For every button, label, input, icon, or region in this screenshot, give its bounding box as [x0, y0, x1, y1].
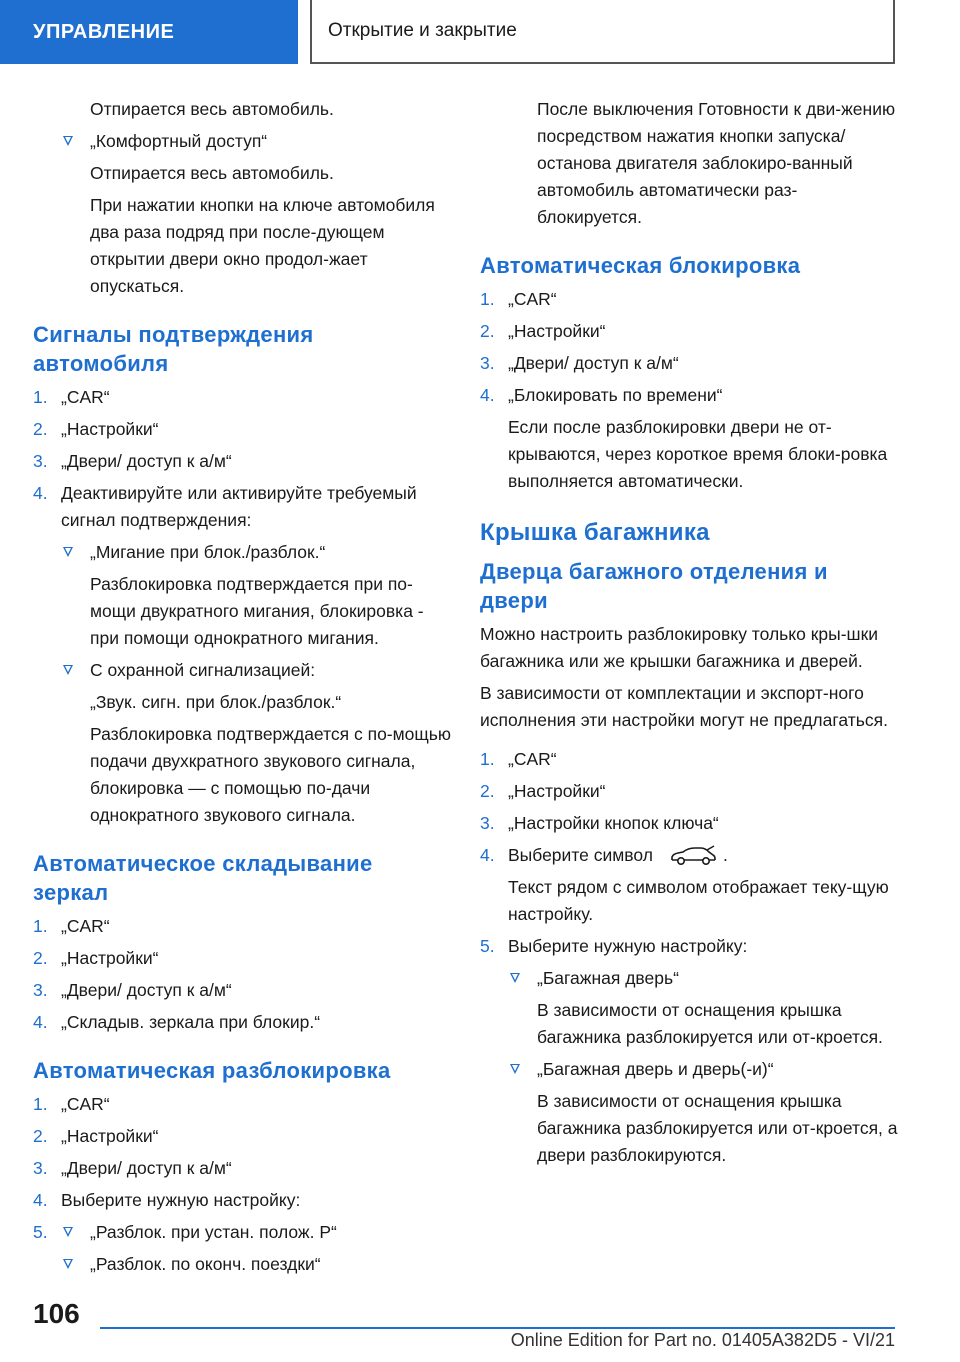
triangle-bullet-icon-inner: [65, 548, 71, 554]
step-number: 2.: [480, 321, 495, 341]
step-text: „CAR“: [61, 387, 110, 407]
step-text: Выберите нужную настройку:: [61, 1190, 301, 1210]
step-text-label: Выберите символ: [508, 845, 653, 865]
list-item: [33, 480, 453, 534]
bullet-text: „Багажная дверь“: [537, 968, 679, 988]
step-number: 3.: [33, 451, 48, 471]
step-text: „Настройки“: [61, 948, 159, 968]
list-item: [480, 350, 900, 377]
bullet-text: С охранной сигнализацией:: [90, 660, 316, 680]
step-text: „Двери/ доступ к а/м“: [508, 353, 679, 373]
bullet-text: „Комфортный доступ“: [90, 131, 268, 151]
paragraph: Текст рядом с символом отображает теку-щую настройку.: [508, 877, 889, 924]
bullet-item: [33, 128, 453, 155]
step-text: Деактивируйте или активируйте требуемый сигнал подтверждения:: [61, 483, 417, 530]
list-item: [480, 842, 900, 869]
list-item: [480, 286, 900, 313]
paragraph: В зависимости от оснащения крышка багажника разблокируется или от-кроется, а двери разблокируются.: [537, 1091, 898, 1165]
bullet-item: [33, 1219, 453, 1246]
list-item: [33, 1091, 453, 1118]
step-number: 2.: [33, 419, 48, 439]
step-text: „Настройки“: [61, 419, 159, 439]
step-text: „Настройки кнопок ключа“: [508, 813, 719, 833]
paragraph: Разблокировка подтверждается при по-мощи двукратного мигания, блокировка - при помощи однократного мигания.: [90, 574, 424, 648]
list-item: [33, 913, 453, 940]
paragraph: В зависимости от оснащения крышка багажника разблокируется или от-кроется.: [537, 1000, 883, 1047]
step-number: 5.: [33, 1222, 48, 1242]
page-number: 106: [33, 1298, 80, 1329]
paragraph: Можно настроить разблокировку только кры-шки багажника или же крышки багажника и дверей.: [480, 624, 879, 671]
bullet-item: [33, 1251, 453, 1278]
bullet-text: „Разблок. по оконч. поездки“: [90, 1254, 321, 1274]
list-item: [33, 1009, 453, 1036]
steps-list: [33, 1091, 453, 1246]
step-text: „Блокировать по времени“: [508, 385, 723, 405]
section-heading: Автоматическая блокировка: [480, 253, 801, 278]
paragraph: В зависимости от комплектации и экспорт-ного исполнения эти настройки могут не предлагаться.: [480, 683, 888, 730]
section-heading: Автоматическое складывание зеркал: [33, 851, 373, 905]
list-item: [33, 448, 453, 475]
step-text: „Двери/ доступ к а/м“: [61, 451, 232, 471]
step-text: „Настройки“: [61, 1126, 159, 1146]
step-text: [480, 842, 900, 869]
list-item: [33, 1155, 453, 1182]
paragraph: Если после разблокировки двери не от-крываются, через короткое время блоки-ровка выполняется автоматически.: [508, 417, 888, 491]
chapter-title: Открытие и закрытие: [310, 0, 895, 64]
triangle-bullet-icon-inner: [65, 137, 71, 143]
steps-list: [480, 746, 900, 869]
triangle-bullet-icon-inner: [512, 1065, 518, 1071]
paragraph: После выключения Готовности к дви-жению посредством нажатия кнопки запуска/останова двигателя заблокиро-ванный автомобиль автоматически раз-блокируется.: [537, 99, 896, 227]
right-column: [480, 96, 900, 1174]
paragraph: „Звук. сигн. при блок./разблок.“: [90, 692, 342, 712]
step-number: 1.: [33, 387, 48, 407]
step-text: „Двери/ доступ к а/м“: [61, 980, 232, 1000]
footer-edition: Online Edition for Part no. 01405A382D5 - VI/21: [510, 1330, 895, 1350]
step-number: 5.: [480, 936, 495, 956]
step-text: „Складыв. зеркала при блокир.“: [61, 1012, 321, 1032]
step-text: „Настройки“: [508, 321, 606, 341]
steps-list: [33, 913, 453, 1036]
step-text: „CAR“: [508, 289, 557, 309]
step-number: 2.: [33, 1126, 48, 1146]
step-number: 1.: [33, 916, 48, 936]
step-number: 1.: [480, 749, 495, 769]
paragraph: Разблокировка подтверждается с по-мощью подачи двухкратного звукового сигнала, блокировка — с помощью по-дачи однократного звукового сигнала.: [90, 724, 452, 825]
step-text-end: .: [722, 845, 728, 865]
list-item: [33, 416, 453, 443]
list-item: [480, 318, 900, 345]
step-number: 2.: [480, 781, 495, 801]
triangle-bullet-icon-inner: [65, 666, 71, 672]
list-item: [33, 1187, 453, 1214]
list-item: [33, 1219, 453, 1246]
list-item: [480, 810, 900, 837]
step-number: 4.: [33, 1190, 48, 1210]
bullet-text: „Мигание при блок./разблок.“: [90, 542, 326, 562]
list-item: [480, 778, 900, 805]
step-number: 1.: [33, 1094, 48, 1114]
list-item: [480, 933, 900, 960]
triangle-bullet-icon-inner: [65, 1260, 71, 1266]
section-heading: Сигналы подтверждения автомобиля: [33, 322, 314, 376]
step-number: 3.: [33, 1158, 48, 1178]
car-icon: [669, 845, 717, 867]
footer-divider: [100, 1327, 895, 1329]
step-number: 2.: [33, 948, 48, 968]
list-item: [480, 382, 900, 409]
chapter-heading: Крышка багажника: [480, 519, 710, 546]
triangle-bullet-icon-inner: [512, 974, 518, 980]
paragraph: При нажатии кнопки на ключе автомобиля два раза подряд при после-дующем открытии двери окно продол-жает опускаться.: [90, 195, 435, 296]
page-header: [0, 0, 960, 66]
section-heading: Дверца багажного отделения и двери: [480, 559, 828, 613]
list-item: [33, 384, 453, 411]
list-item: [33, 945, 453, 972]
list-item: [480, 746, 900, 773]
steps-list: [480, 286, 900, 409]
step-text: „CAR“: [61, 916, 110, 936]
step-number: 4.: [480, 845, 495, 865]
bullet-item: [480, 965, 900, 992]
triangle-bullet-icon-inner: [65, 1228, 71, 1234]
step-number: 3.: [480, 353, 495, 373]
step-number: 4.: [33, 1012, 48, 1032]
step-text: „CAR“: [508, 749, 557, 769]
paragraph: Отпирается весь автомобиль.: [90, 99, 334, 119]
step-number: 4.: [33, 483, 48, 503]
step-number: 3.: [33, 980, 48, 1000]
list-item: [33, 1123, 453, 1150]
step-number: 4.: [480, 385, 495, 405]
step-text: „Двери/ доступ к а/м“: [61, 1158, 232, 1178]
paragraph: Отпирается весь автомобиль.: [90, 163, 334, 183]
step-number: 1.: [480, 289, 495, 309]
list-item: [33, 977, 453, 1004]
bullet-text: „Разблок. при устан. полож. P“: [90, 1222, 337, 1242]
bullet-item: [480, 1056, 900, 1083]
step-text: „Настройки“: [508, 781, 606, 801]
bullet-text: „Багажная дверь и дверь(-и)“: [537, 1059, 774, 1079]
section-tab[interactable]: УПРАВЛЕНИЕ: [0, 0, 298, 64]
steps-list: [33, 384, 453, 534]
section-heading: Автоматическая разблокировка: [33, 1058, 391, 1083]
bullet-item: [33, 657, 453, 684]
left-column: [33, 96, 453, 1283]
bullet-item: [33, 539, 453, 566]
step-text: „CAR“: [61, 1094, 110, 1114]
step-number: 3.: [480, 813, 495, 833]
step-text: Выберите нужную настройку:: [508, 936, 748, 956]
